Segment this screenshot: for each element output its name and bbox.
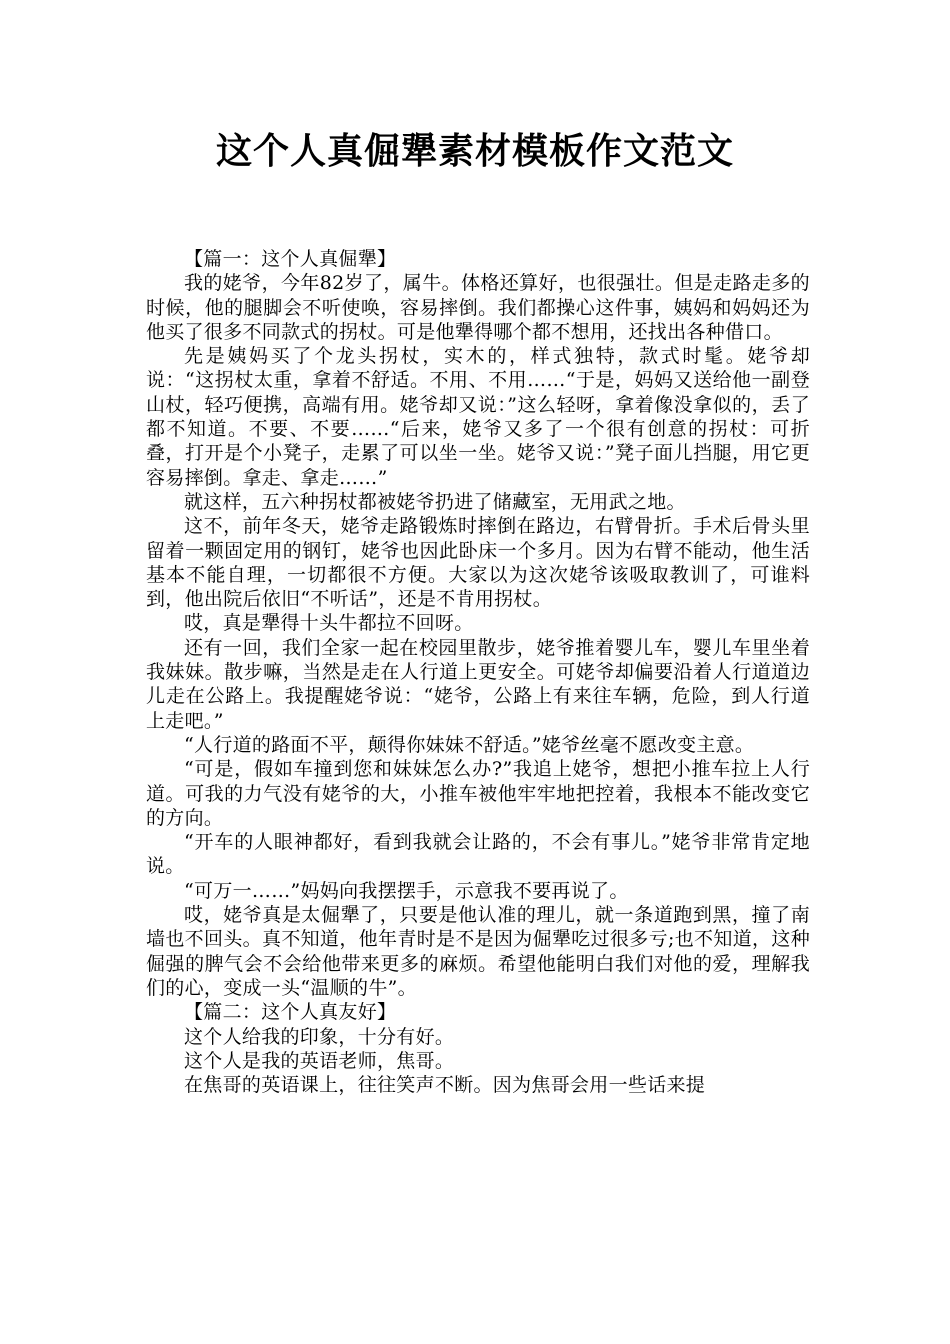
paragraph: 这不，前年冬天，姥爷走路锻炼时摔倒在路边，右臂骨折。手术后骨头里留着一颗固定用的钢钉，姥爷也因此卧床一个多月。因为右臂不能动，他生活基本不能自理，一切都很不方便。大家以为这次姥爷该吸取教训了，可谁料到，他出院后依旧“不听话”，还是不肯用拐杖。 xyxy=(146,515,810,611)
paragraph: “开车的人眼神都好，看到我就会让路的，不会有事儿。”姥爷非常肯定地说。 xyxy=(146,831,810,878)
paragraph: 在焦哥的英语课上，往往笑声不断。因为焦哥会用一些话来提 xyxy=(184,1074,706,1097)
paragraph: 就这样，五六种拐杖都被姥爷扔进了储藏室，无用武之地。 xyxy=(184,490,686,513)
document-title: 这个人真倔犟素材模板作文范文 xyxy=(215,131,734,172)
section-heading: 【篇一：这个人真倔犟】 xyxy=(184,248,397,270)
paragraph: “可是，假如车撞到您和妹妹怎么办?”我追上姥爷，想把小推车拉上人行道。可我的力气没有姥爷的大，小推车被他牢牢地把控着，我根本不能改变它的方向。 xyxy=(146,758,810,829)
paragraph: “可万一……”妈妈向我摆摆手，示意我不要再说了。 xyxy=(184,879,629,902)
paragraph: 这个人是我的英语老师，焦哥。 xyxy=(184,1049,455,1072)
paragraph: 这个人给我的印象，十分有好。 xyxy=(184,1025,455,1048)
paragraph: 先是姨妈买了个龙头拐杖，实木的，样式独特，款式时髦。姥爷却说：“这拐杖太重，拿着不舒适。不用、不用……“于是，妈妈又送给他一副登山杖，轻巧便携，高端有用。姥爷却又说：”这么轻呀，拿着像没拿似的，丢了都不知道。不要、不要……“后来，姥爷又多了一个很有创意的拐杖：可折叠，打开是个小凳子，走累了可以坐一坐。姥爷又说：”凳子面儿挡腿，用它更容易摔倒。拿走、拿走……” xyxy=(146,345,810,489)
section-heading: 【篇二：这个人真友好】 xyxy=(184,1001,397,1024)
document-body xyxy=(146,247,810,1097)
paragraph: 哎，姥爷真是太倔犟了，只要是他认准的理儿，就一条道跑到黑，撞了南墙也不回头。真不知道，他年青时是不是因为倔犟吃过很多亏;也不知道，这种倔强的脾气会不会给他带来更多的麻烦。希望他能明白我们对他的爱，理解我们的心，变成一头“温顺的牛”。 xyxy=(146,904,810,999)
paragraph: 我的姥爷，今年82岁了，属牛。体格还算好，也很强壮。但是走路走多的时候，他的腿脚会不听使唤，容易摔倒。我们都操心这件事，姨妈和妈妈还为他买了很多不同款式的拐杖。可是他犟得哪个都不想用，还找出各种借口。 xyxy=(146,272,810,343)
paragraph: 还有一回，我们全家一起在校园里散步，姥爷推着婴儿车，婴儿车里坐着我妹妹。散步嘛，当然是走在人行道上更安全。可姥爷却偏要沿着人行道道边儿走在公路上。我提醒姥爷说：“姥爷，公路上有来往车辆，危险，到人行道上走吧。” xyxy=(146,636,810,732)
paragraph: 哎，真是犟得十头牛都拉不回呀。 xyxy=(184,612,474,635)
paragraph: “人行道的路面不平，颠得你妹妹不舒适。”姥爷丝毫不愿改变主意。 xyxy=(184,733,755,756)
